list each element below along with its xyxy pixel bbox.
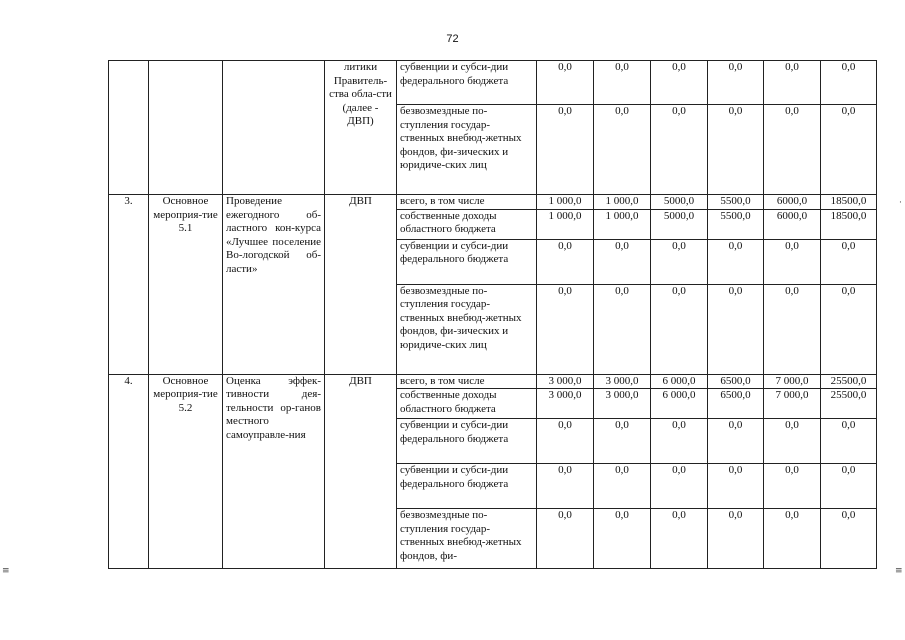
row-number-cell [109,61,149,195]
executor-cell: ДВП [325,374,397,569]
amount-cell: 0,0 [594,61,651,105]
amount-cell: 0,0 [594,239,651,284]
amount-cell: 0,0 [537,509,594,569]
amount-cell: 1 000,0 [594,195,651,210]
amount-cell: 0,0 [594,509,651,569]
amount-cell: 3 000,0 [594,374,651,389]
amount-cell: 0,0 [708,284,764,374]
amount-cell: 0,0 [764,105,821,195]
amount-cell: 0,0 [821,419,877,464]
amount-cell: 7 000,0 [764,389,821,419]
amount-cell: 0,0 [821,239,877,284]
amount-cell: 0,0 [651,509,708,569]
amount-cell: 0,0 [537,105,594,195]
amount-cell: 0,0 [708,239,764,284]
amount-cell: 25500,0 [821,389,877,419]
funding-source-cell: субвенции и субси-дии федерального бюджета [397,239,537,284]
amount-cell: 1 000,0 [594,209,651,239]
amount-cell: 6 000,0 [651,389,708,419]
amount-cell: 0,0 [594,284,651,374]
table-row [109,195,877,210]
funding-source-cell: субвенции и субси-дии федерального бюджета [397,464,537,509]
amount-cell: 0,0 [651,464,708,509]
funding-source-cell: собственные доходы областного бюджета [397,389,537,419]
amount-cell: 0,0 [651,105,708,195]
amount-cell: 0,0 [594,105,651,195]
amount-cell: 0,0 [537,464,594,509]
amount-cell: 0,0 [708,419,764,464]
amount-cell: 0,0 [708,464,764,509]
amount-cell: 0,0 [594,419,651,464]
table-body [109,61,877,569]
amount-cell: 5500,0 [708,195,764,210]
funding-source-cell: всего, в том числе [397,374,537,389]
amount-cell: 0,0 [821,509,877,569]
funding-source-cell: всего, в том числе [397,195,537,210]
amount-cell: 0,0 [764,284,821,374]
event-type-cell: Основное мероприя-тие 5.1 [149,195,223,375]
amount-cell: 0,0 [708,105,764,195]
amount-cell: 3 000,0 [537,389,594,419]
executor-cell: ДВП [325,195,397,375]
amount-cell: 5000,0 [651,195,708,210]
amount-cell: 0,0 [537,284,594,374]
amount-cell: 0,0 [764,509,821,569]
funding-source-cell: субвенции и субси-дии федерального бюджета [397,61,537,105]
amount-cell: 0,0 [821,61,877,105]
funding-source-cell: собственные доходы областного бюджета [397,209,537,239]
amount-cell: 5000,0 [651,209,708,239]
event-description-cell: Оценка эффек-тивности дея-тельности ор-ганов местного самоуправле-ния [223,374,325,569]
table-row [109,61,877,105]
amount-cell: 0,0 [764,61,821,105]
amount-cell: 5500,0 [708,209,764,239]
amount-cell: 0,0 [708,61,764,105]
funding-source-cell: безвозмездные по-ступления государ-ственных внебюд-жетных фондов, фи- [397,509,537,569]
amount-cell: 3 000,0 [594,389,651,419]
amount-cell: 0,0 [651,419,708,464]
amount-cell: 0,0 [537,239,594,284]
event-description-cell [223,61,325,195]
amount-cell: 1 000,0 [537,209,594,239]
funding-source-cell: безвозмездные по-ступления государ-ственных внебюд-жетных фондов, фи-зических и юридиче-ских лиц [397,105,537,195]
row-number-cell: 4. [109,374,149,569]
amount-cell: 6500,0 [708,374,764,389]
amount-cell: 0,0 [764,419,821,464]
amount-cell: 0,0 [594,464,651,509]
amount-cell: 6500,0 [708,389,764,419]
margin-mark: ≡ [895,566,903,576]
event-description-cell: Проведение ежегодного об-ластного кон-курса «Лучшее поселение Во-логодской об-ласти» [223,195,325,375]
amount-cell: 0,0 [537,61,594,105]
page-number: 72 [446,33,459,45]
funding-source-cell: субвенции и субси-дии федерального бюджета [397,419,537,464]
amount-cell: 0,0 [537,419,594,464]
amount-cell: 1 000,0 [537,195,594,210]
amount-cell: 3 000,0 [537,374,594,389]
amount-cell: 6000,0 [764,209,821,239]
amount-cell: 0,0 [821,105,877,195]
table-row [109,374,877,389]
amount-cell: 0,0 [821,464,877,509]
margin-mark: ≡ [2,566,10,576]
margin-mark: · [899,198,902,208]
amount-cell: 18500,0 [821,209,877,239]
amount-cell: 0,0 [651,239,708,284]
amount-cell: 6000,0 [764,195,821,210]
row-number-cell: 3. [109,195,149,375]
amount-cell: 0,0 [764,464,821,509]
event-type-cell: Основное мероприя-тие 5.2 [149,374,223,569]
amount-cell: 0,0 [651,61,708,105]
amount-cell: 25500,0 [821,374,877,389]
funding-source-cell: безвозмездные по-ступления государ-ственных внебюд-жетных фондов, фи-зических и юридиче-ских лиц [397,284,537,374]
event-type-cell [149,61,223,195]
amount-cell: 18500,0 [821,195,877,210]
executor-cell: литики Правитель-ства обла-сти (далее - ДВП) [325,61,397,195]
financing-table [108,60,877,569]
amount-cell: 0,0 [651,284,708,374]
amount-cell: 6 000,0 [651,374,708,389]
amount-cell: 0,0 [821,284,877,374]
amount-cell: 7 000,0 [764,374,821,389]
amount-cell: 0,0 [764,239,821,284]
amount-cell: 0,0 [708,509,764,569]
